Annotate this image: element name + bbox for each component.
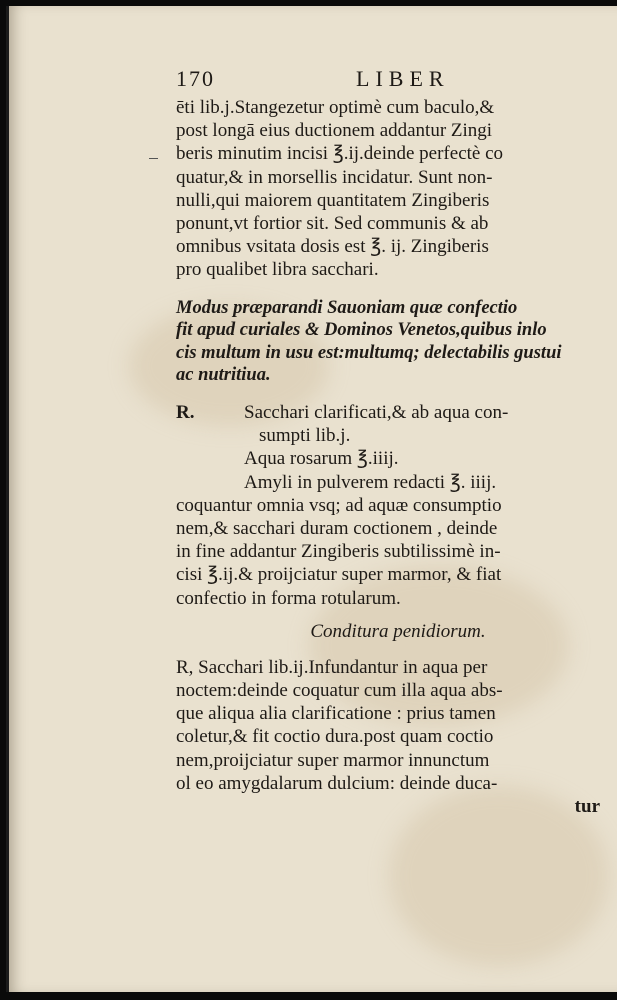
recipe-item: Aqua rosarum ℥.iiij. [244,448,399,470]
text-line: pro qualibet libra sacchari. [176,259,379,281]
text-line: beris minutim incisi ℥.ij.deinde perfectè co [176,143,504,165]
text-line: omnibus vsitata dosis est ℥. ij. Zingiberis [176,236,489,258]
recipe-2 [176,656,600,818]
subheading: Conditura penidiorum. [310,620,486,642]
text-line: nem,& sacchari duram coctionem , deinde [176,518,498,540]
page-number: 170 [176,66,215,91]
text-line: que aliqua alia clarificatione : prius tamen [176,703,496,725]
text-line: R, Sacchari lib.ij.Infundantur in aqua per [176,656,488,678]
text-line: nem,proijciatur super marmor innunctum [176,749,490,771]
text-line: quatur,& in morsellis incidatur. Sunt non- [176,166,493,188]
text-line: ponunt,vt fortior sit. Sed communis & ab [176,213,489,235]
heading-line: fit apud curiales & Dominos Venetos,quibus inlo [176,320,547,341]
text-line: nulli,qui maiorem quantitatem Zingiberis [176,189,490,211]
recipe-symbol: R. [176,402,195,423]
recipe-first-line [176,401,600,424]
page-header [176,66,600,96]
text-line: post longā eius ductionem addantur Zingi [176,120,493,142]
text-line: noctem:deinde coquatur cum illa aqua abs- [176,680,503,702]
recipe-1 [176,401,600,610]
paragraph-1 [176,96,600,282]
catchword: tur [574,796,600,818]
margin-mark [149,158,158,159]
recipe-item: Amyli in pulverem redacti ℥. iiij. [244,471,497,493]
book-page [6,6,617,992]
heading-line: Modus præparandi Sauoniam quæ confectio [176,297,518,318]
recipe-first-text: Sacchari clarificati,& ab aqua con- [244,402,509,423]
heading-line: ac nutritiua. [176,365,271,386]
text-line: confectio in forma rotularum. [176,587,401,609]
text-line: in fine addantur Zingiberis subtilissimè in- [176,541,501,563]
text-line: ēti lib.j.Stangezetur optimè cum baculo,& [176,97,495,118]
text-line: coquantur omnia vsq; ad aquæ consumptio [176,494,502,516]
text-line: coletur,& fit coctio dura.post quam coctio [176,726,494,748]
page-text [176,66,600,818]
text-line: ol eo amygdalarum dulcium: deinde duca- [176,772,498,794]
heading-line: cis multum in usu est:multumq; delectabilis gustui [176,342,562,363]
running-head: LIBER [356,66,450,91]
recipe-item: sumpti lib.j. [259,425,351,447]
text-line: cisi ℥.ij.& proijciatur super marmor, & fiat [176,564,502,586]
section-heading [176,297,600,387]
